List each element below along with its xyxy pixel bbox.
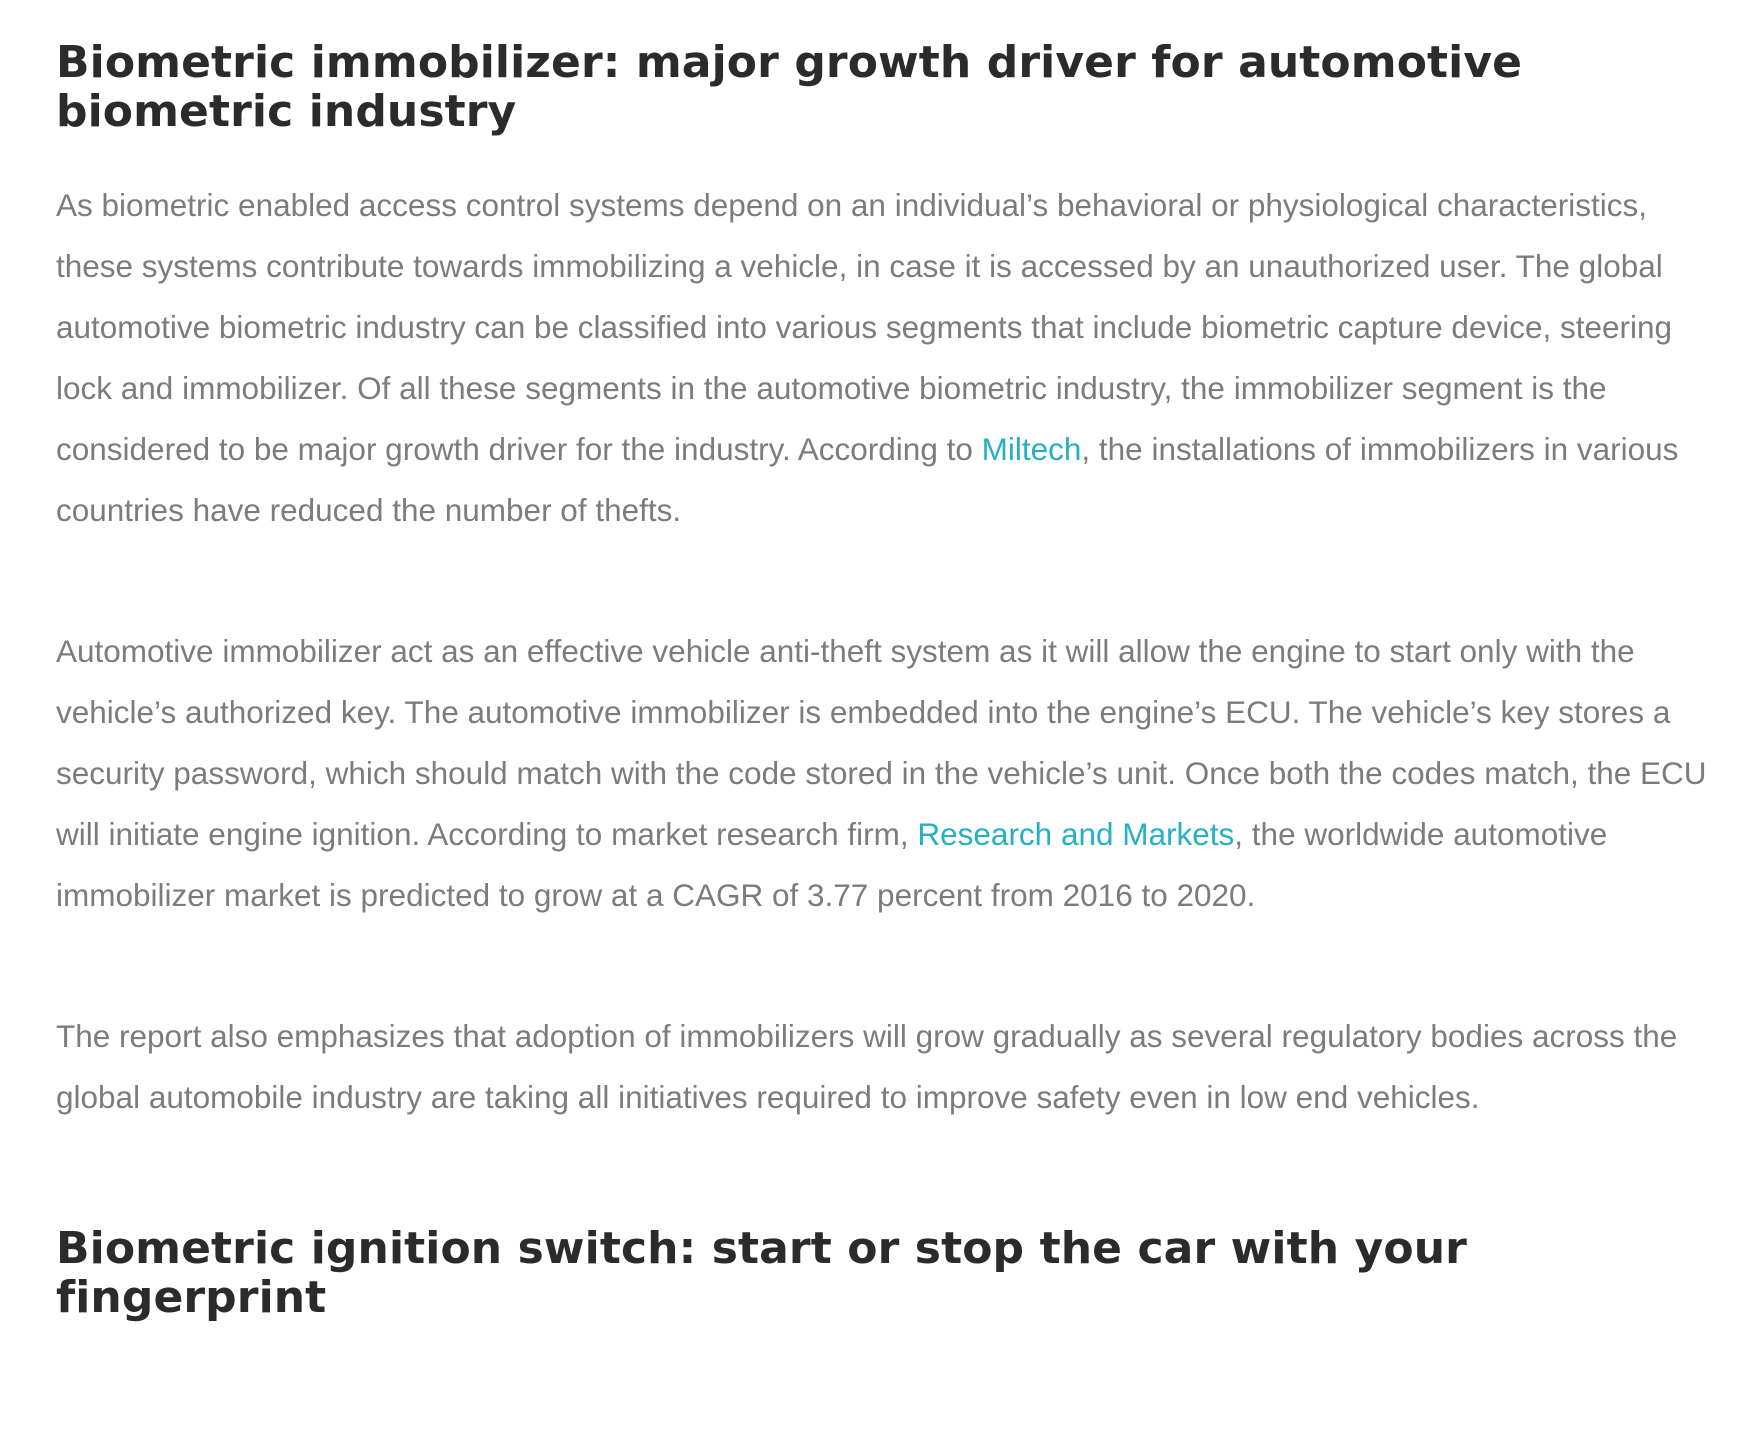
- paragraph-immobilizer-market: [56, 621, 1716, 926]
- paragraph-text: As biometric enabled access control systems depend on an individual’s behavioral or physiological characteristics, these systems contribute towards immobilizing a vehicle, in case it is accessed by an unauthorized user. The global automotive biometric industry can be classified into various segments that include biometric capture device, steering lock and immobilizer. Of all these segments in the automotive biometric industry, the immobilizer segment is the considered to be major growth driver for the industry. According to: [56, 187, 1673, 467]
- paragraph-immobilizer-adoption: The report also emphasizes that adoption of immobilizers will grow gradually as several regulatory bodies across the global automobile industry are taking all initiatives required to improve safety even in low end vehicles.: [56, 1018, 1678, 1115]
- section-heading-biometric-immobilizer: Biometric immobilizer: major growth driver for automotive biometric industry: [56, 37, 1523, 137]
- miltech-link[interactable]: Miltech: [981, 431, 1082, 467]
- section-heading-biometric-ignition: Biometric ignition switch: start or stop the car with your fingerprint: [56, 1223, 1467, 1323]
- research-and-markets-link[interactable]: Research and Markets: [917, 816, 1235, 852]
- paragraph-text: Automotive immobilizer act as an effective vehicle anti-theft system as it will allow the engine to start only with the vehicle’s authorized key. The automotive immobilizer is embedded into the engine’s ECU. The vehicle’s key stores a security password, which should match with the code stored in the vehicle’s unit. Once both the codes match, the ECU will initiate engine ignition. According to market research firm,: [56, 633, 1707, 852]
- paragraph-immobilizer-overview: [56, 175, 1716, 541]
- paragraph-text: , the installations of immobilizers in various countries have reduced the number of thefts.: [56, 431, 1679, 528]
- article-body: [56, 38, 1716, 1322]
- paragraph-text: , the worldwide automotive immobilizer market is predicted to grow at a CAGR of 3.77 percent from 2016 to 2020.: [56, 816, 1608, 913]
